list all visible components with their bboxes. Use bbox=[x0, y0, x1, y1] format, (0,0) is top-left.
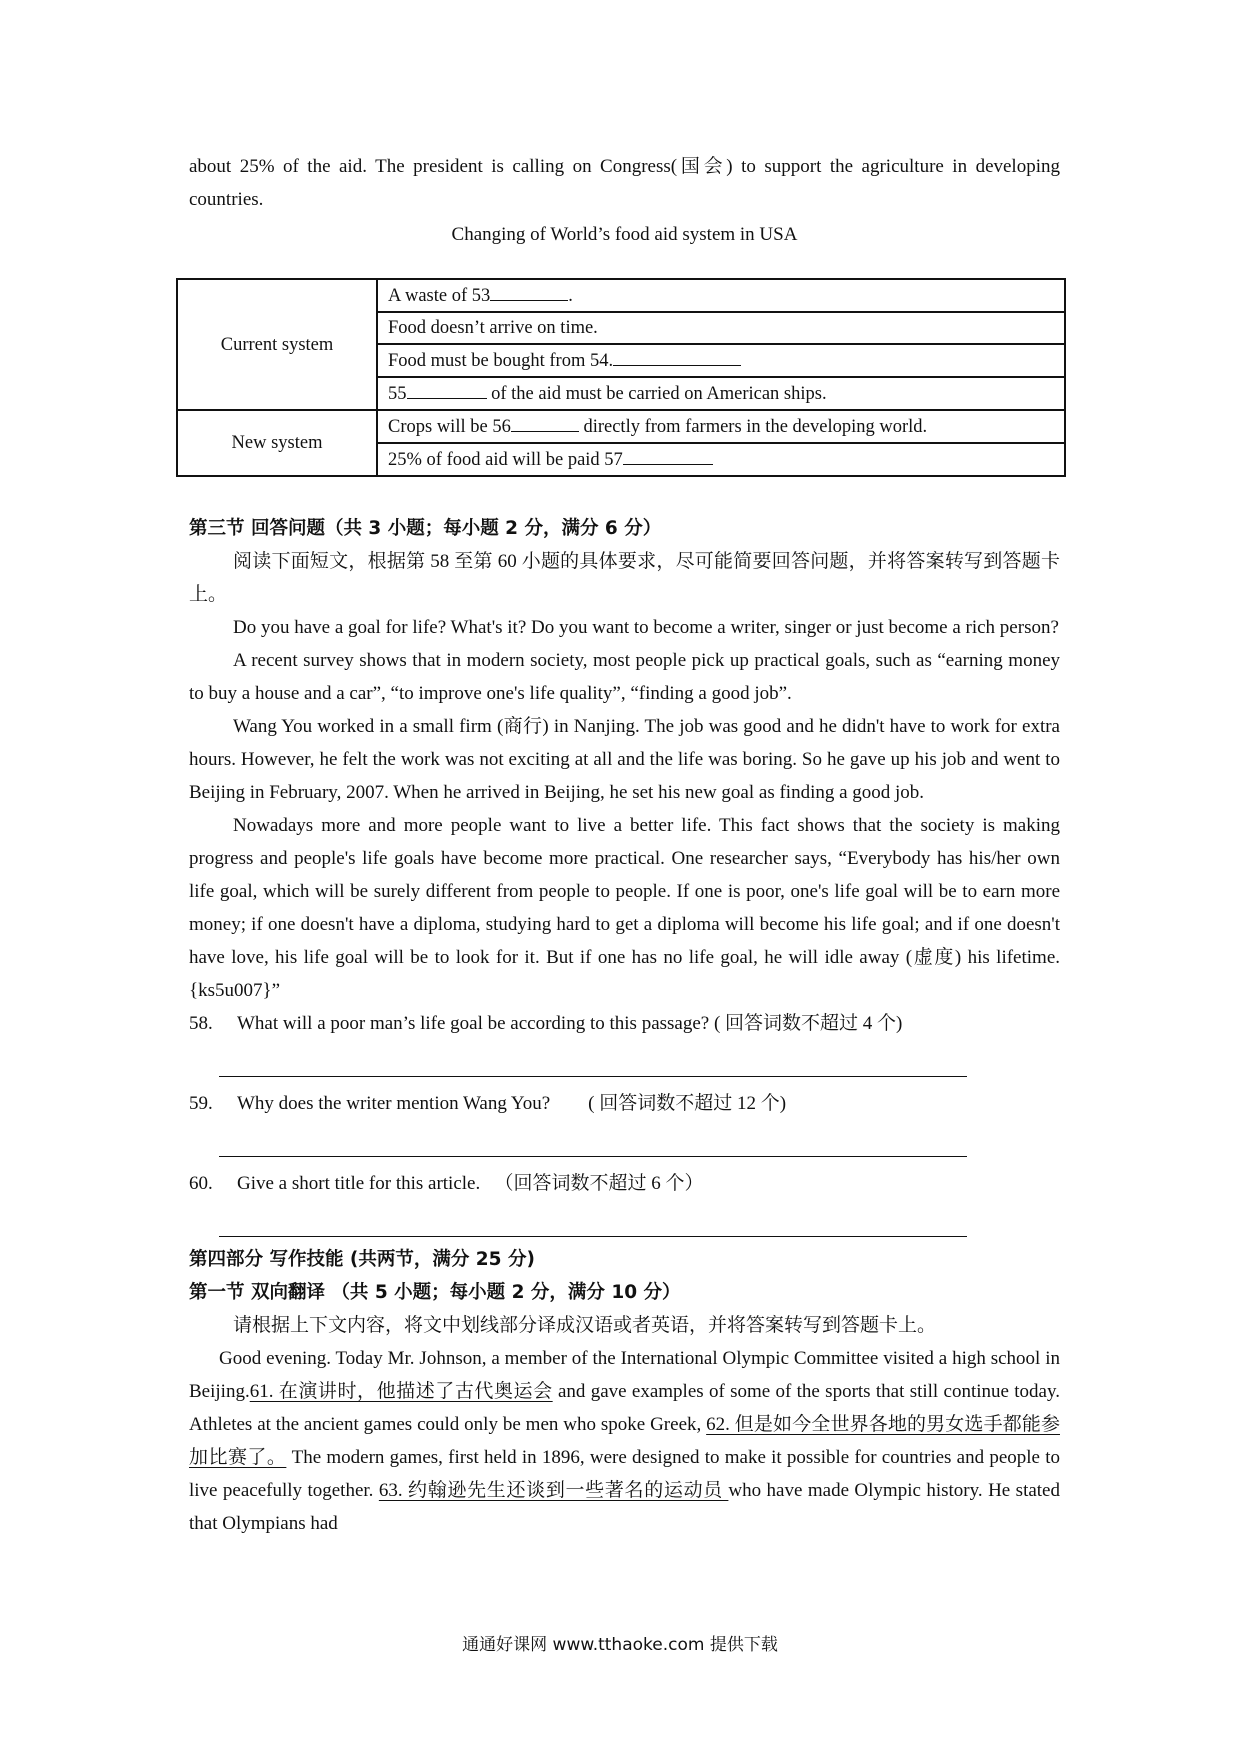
passage-paragraph: Wang You worked in a small firm (商行) in Nanjing. The job was good and he didn't have to work for extra hours. However, he felt the work was not exciting at all and the life was boring. So he gave up his job and went to Beijing in February, 2007. When he arrived in Beijing, he set his new goal as finding a good job. bbox=[189, 716, 1060, 803]
question-58: 58. What will a poor man’s life goal be according to this passage? ( 回答词数不超过 4 个) bbox=[189, 1013, 903, 1034]
new-system-label: New system bbox=[177, 410, 377, 476]
answer-line-58[interactable] bbox=[219, 1040, 967, 1077]
table-row: Crops will be 56 directly from farmers in the developing world. bbox=[377, 410, 1065, 443]
section-3-heading: 第三节 回答问题（共 3 小题；每小题 2 分，满分 6 分） bbox=[189, 518, 662, 539]
answer-blank-57[interactable] bbox=[623, 444, 713, 465]
table-row: 25% of food aid will be paid 57 bbox=[377, 443, 1065, 476]
footer-text: 通通好课网 www.tthaoke.com 提供下载 bbox=[462, 1635, 778, 1655]
table-row: Food must be bought from 54. bbox=[377, 344, 1065, 377]
current-system-label: Current system bbox=[177, 279, 377, 410]
passage-paragraph: Do you have a goal for life? What's it? Do you want to become a writer, singer or just become a rich person? bbox=[233, 617, 1059, 638]
part-4-instruction: 请根据上下文内容，将文中划线部分译成汉语或者英语，并将答案转写到答题卡上。 bbox=[233, 1315, 937, 1336]
question-60: 60. Give a short title for this article. （回答词数不超过 6 个） bbox=[189, 1173, 704, 1194]
answer-line-60[interactable] bbox=[219, 1200, 967, 1237]
answer-blank-53[interactable] bbox=[490, 280, 568, 301]
part-4-subheading: 第一节 双向翻译 （共 5 小题；每小题 2 分，满分 10 分） bbox=[189, 1282, 681, 1303]
part-4-heading: 第四部分 写作技能 (共两节，满分 25 分) bbox=[189, 1249, 535, 1270]
table-row: Food doesn’t arrive on time. bbox=[377, 312, 1065, 344]
translation-62: 62. 但是如今全世界各地的男女选手都能参加比赛了。 bbox=[189, 1414, 1060, 1468]
section-3-instruction: 阅读下面短文，根据第 58 至第 60 小题的具体要求，尽可能简要回答问题，并将答案转写到答题卡上。 bbox=[189, 551, 1060, 605]
answer-line-59[interactable] bbox=[219, 1120, 967, 1157]
intro-paragraph: about 25% of the aid. The president is calling on Congress(国会) to support the agriculture in developing countries. bbox=[189, 156, 1060, 210]
answer-blank-54[interactable] bbox=[613, 345, 741, 366]
section-3 bbox=[189, 512, 1060, 1540]
document-page bbox=[189, 150, 1060, 1534]
table-caption: Changing of World’s food aid system in USA bbox=[451, 224, 798, 245]
answer-blank-56[interactable] bbox=[511, 411, 579, 432]
table-row: 55 of the aid must be carried on American ships. bbox=[377, 377, 1065, 410]
passage-paragraph: A recent survey shows that in modern society, most people pick up practical goals, such as “earning money to buy a house and a car”, “to improve one's life quality”, “finding a good job”. bbox=[189, 650, 1060, 704]
passage-paragraph: Nowadays more and more people want to live a better life. This fact shows that the society is making progress and people's life goals have become more practical. One researcher says, “Everybody has his/her own life goal, which will be surely different from people to people. If one is poor, one's life goal will be to earn more money; if one doesn't have a diploma, studying hard to get a diploma will become his life goal; and if one doesn't have love, his life goal will be to look for it. But if one has no life goal, he will idle away (虚度) his lifetime. {ks5u007}” bbox=[189, 815, 1060, 1001]
answer-blank-55[interactable] bbox=[407, 378, 487, 399]
translation-61: 61. 在演讲时，他描述了古代奥运会 bbox=[249, 1381, 553, 1402]
table-row: A waste of 53 . bbox=[377, 279, 1065, 312]
question-59: 59. Why does the writer mention Wang You? ( 回答词数不超过 12 个) bbox=[189, 1093, 787, 1114]
translation-passage: Good evening. Today Mr. Johnson, a member of the International Olympic Committee visited a high school in Beijing.61. 在演讲时，他描述了古代奥运会 and gave examples of some of the sports that still continue today. Athletes at the ancient games could only be men who spoke Greek, 62. 但是如今全世界各地的男女选手都能参加比赛了。 The modern games, first held in 1896, were designed to make it possible for countries and people to live peacefully together. 63. 约翰逊先生还谈到一些著名的运动员 who have made Olympic history. He stated that Olympians had bbox=[189, 1348, 1060, 1534]
food-aid-table bbox=[176, 278, 1066, 477]
translation-63: 63. 约翰逊先生还谈到一些著名的运动员 bbox=[378, 1480, 729, 1501]
